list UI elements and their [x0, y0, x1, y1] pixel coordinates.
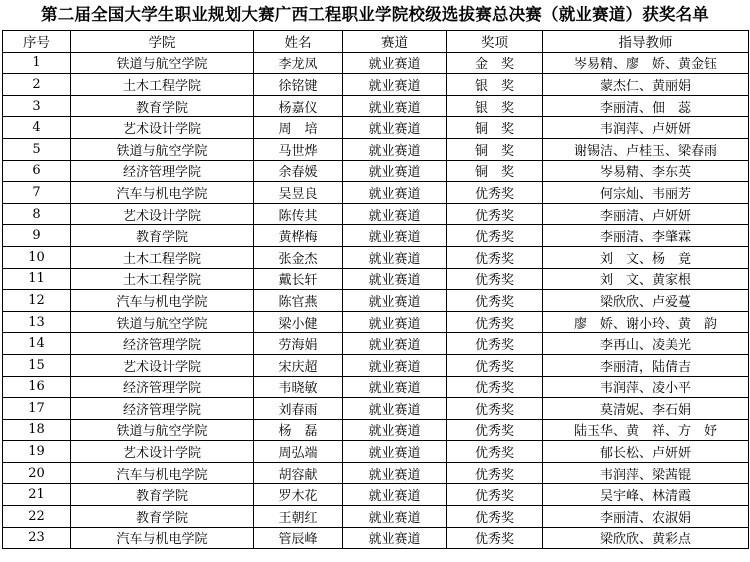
cell-advisor: 吴宇峰、林清霞	[543, 484, 749, 506]
cell-index: 18	[3, 419, 71, 441]
cell-name: 梁小健	[254, 311, 343, 333]
cell-track: 就业赛道	[343, 203, 447, 225]
table-row	[3, 203, 749, 225]
cell-college: 艺术设计学院	[71, 441, 254, 463]
cell-award: 优秀奖	[447, 182, 543, 204]
cell-index: 17	[3, 398, 71, 420]
cell-award: 银 奖	[447, 95, 543, 117]
cell-award: 优秀奖	[447, 225, 543, 247]
cell-advisor: 韦润萍、卢妍妍	[543, 117, 749, 139]
cell-award: 优秀奖	[447, 203, 543, 225]
cell-award: 金 奖	[447, 52, 543, 74]
cell-advisor: 刘 文、黄家根	[543, 268, 749, 290]
table-row	[3, 117, 749, 139]
cell-index: 1	[3, 52, 71, 74]
table-row	[3, 74, 749, 96]
cell-index: 5	[3, 138, 71, 160]
cell-award: 优秀奖	[447, 527, 543, 549]
cell-college: 土木工程学院	[71, 268, 254, 290]
cell-college: 经济管理学院	[71, 160, 254, 182]
cell-advisor: 岑易精、廖 娇、黄金钰	[543, 52, 749, 74]
cell-advisor: 廖 娇、谢小玲、黄 韵	[543, 311, 749, 333]
cell-college: 艺术设计学院	[71, 354, 254, 376]
cell-index: 6	[3, 160, 71, 182]
cell-name: 李龙凤	[254, 52, 343, 74]
cell-college: 汽车与机电学院	[71, 182, 254, 204]
header-award: 奖项	[447, 31, 543, 53]
cell-name: 杨 磊	[254, 419, 343, 441]
table-row	[3, 354, 749, 376]
cell-index: 10	[3, 246, 71, 268]
cell-advisor: 莫清妮、李石娟	[543, 398, 749, 420]
cell-award: 优秀奖	[447, 311, 543, 333]
cell-index: 13	[3, 311, 71, 333]
cell-name: 劳海娟	[254, 333, 343, 355]
cell-advisor: 李丽清、李肇霖	[543, 225, 749, 247]
table-row	[3, 527, 749, 549]
cell-track: 就业赛道	[343, 268, 447, 290]
cell-advisor: 李再山、凌美光	[543, 333, 749, 355]
cell-college: 艺术设计学院	[71, 117, 254, 139]
cell-advisor: 岑易精、李东英	[543, 160, 749, 182]
cell-award: 优秀奖	[447, 506, 543, 528]
cell-advisor: 何宗灿、韦丽芳	[543, 182, 749, 204]
table-row	[3, 311, 749, 333]
cell-track: 就业赛道	[343, 95, 447, 117]
cell-name: 刘春雨	[254, 398, 343, 420]
awards-table	[2, 30, 749, 549]
cell-track: 就业赛道	[343, 290, 447, 312]
cell-track: 就业赛道	[343, 225, 447, 247]
cell-name: 管辰峰	[254, 527, 343, 549]
cell-name: 陈官燕	[254, 290, 343, 312]
cell-track: 就业赛道	[343, 376, 447, 398]
table-row	[3, 95, 749, 117]
cell-track: 就业赛道	[343, 160, 447, 182]
cell-name: 徐铭键	[254, 74, 343, 96]
header-advisor: 指导教师	[543, 31, 749, 53]
cell-advisor: 梁欣欣、黄彩点	[543, 527, 749, 549]
table-row	[3, 419, 749, 441]
table-row	[3, 160, 749, 182]
document-title: 第二届全国大学生职业规划大赛广西工程职业学院校级选拔赛总决赛（就业赛道）获奖名单	[41, 5, 709, 24]
cell-index: 14	[3, 333, 71, 355]
cell-college: 教育学院	[71, 506, 254, 528]
table-body	[3, 52, 749, 549]
cell-college: 教育学院	[71, 95, 254, 117]
cell-index: 7	[3, 182, 71, 204]
cell-advisor: 蒙杰仁、黄丽娟	[543, 74, 749, 96]
cell-name: 陈传其	[254, 203, 343, 225]
cell-college: 经济管理学院	[71, 376, 254, 398]
cell-track: 就业赛道	[343, 311, 447, 333]
cell-name: 杨嘉仪	[254, 95, 343, 117]
cell-award: 优秀奖	[447, 419, 543, 441]
cell-advisor: 李丽清，陆倩吉	[543, 354, 749, 376]
table-row	[3, 398, 749, 420]
table-header-row	[3, 31, 749, 53]
cell-college: 教育学院	[71, 484, 254, 506]
cell-award: 优秀奖	[447, 376, 543, 398]
cell-track: 就业赛道	[343, 527, 447, 549]
cell-award: 铜 奖	[447, 117, 543, 139]
cell-college: 经济管理学院	[71, 333, 254, 355]
cell-advisor: 郁长松、卢妍妍	[543, 441, 749, 463]
cell-name: 黄桦梅	[254, 225, 343, 247]
cell-college: 艺术设计学院	[71, 203, 254, 225]
cell-name: 余春媛	[254, 160, 343, 182]
table-row	[3, 268, 749, 290]
cell-award: 铜 奖	[447, 160, 543, 182]
cell-name: 吴昱良	[254, 182, 343, 204]
cell-advisor: 李丽清、佃 蕊	[543, 95, 749, 117]
cell-track: 就业赛道	[343, 74, 447, 96]
cell-index: 23	[3, 527, 71, 549]
cell-name: 罗木花	[254, 484, 343, 506]
cell-name: 戴长轩	[254, 268, 343, 290]
cell-advisor: 韦润萍、梁茜锟	[543, 462, 749, 484]
cell-college: 铁道与航空学院	[71, 311, 254, 333]
cell-award: 优秀奖	[447, 333, 543, 355]
table-row	[3, 52, 749, 74]
cell-name: 周 培	[254, 117, 343, 139]
cell-award: 优秀奖	[447, 398, 543, 420]
header-college: 学院	[71, 31, 254, 53]
cell-name: 韦晓敏	[254, 376, 343, 398]
cell-index: 9	[3, 225, 71, 247]
cell-college: 汽车与机电学院	[71, 527, 254, 549]
cell-index: 21	[3, 484, 71, 506]
cell-index: 2	[3, 74, 71, 96]
cell-award: 优秀奖	[447, 354, 543, 376]
cell-advisor: 陆玉华、黄 祥、方 妤	[543, 419, 749, 441]
cell-index: 4	[3, 117, 71, 139]
cell-college: 汽车与机电学院	[71, 290, 254, 312]
cell-advisor: 梁欣欣、卢爱蔓	[543, 290, 749, 312]
cell-college: 土木工程学院	[71, 246, 254, 268]
cell-award: 优秀奖	[447, 462, 543, 484]
header-name: 姓名	[254, 31, 343, 53]
cell-track: 就业赛道	[343, 182, 447, 204]
table-row	[3, 290, 749, 312]
cell-track: 就业赛道	[343, 398, 447, 420]
cell-index: 22	[3, 506, 71, 528]
table-row	[3, 484, 749, 506]
table-row	[3, 182, 749, 204]
cell-name: 张金杰	[254, 246, 343, 268]
cell-track: 就业赛道	[343, 117, 447, 139]
cell-index: 11	[3, 268, 71, 290]
cell-track: 就业赛道	[343, 138, 447, 160]
table-row	[3, 376, 749, 398]
cell-award: 优秀奖	[447, 290, 543, 312]
table-row	[3, 246, 749, 268]
cell-college: 汽车与机电学院	[71, 462, 254, 484]
cell-college: 经济管理学院	[71, 398, 254, 420]
table-row	[3, 506, 749, 528]
cell-index: 19	[3, 441, 71, 463]
header-track: 赛道	[343, 31, 447, 53]
cell-index: 3	[3, 95, 71, 117]
cell-index: 8	[3, 203, 71, 225]
cell-college: 铁道与航空学院	[71, 138, 254, 160]
cell-name: 宋庆超	[254, 354, 343, 376]
cell-index: 12	[3, 290, 71, 312]
table-row	[3, 225, 749, 247]
cell-advisor: 韦润萍、凌小平	[543, 376, 749, 398]
cell-index: 20	[3, 462, 71, 484]
table-row	[3, 333, 749, 355]
cell-college: 铁道与航空学院	[71, 52, 254, 74]
cell-track: 就业赛道	[343, 506, 447, 528]
cell-track: 就业赛道	[343, 419, 447, 441]
cell-track: 就业赛道	[343, 333, 447, 355]
table-row	[3, 462, 749, 484]
cell-advisor: 刘 文、杨 竟	[543, 246, 749, 268]
cell-award: 优秀奖	[447, 441, 543, 463]
cell-name: 马世烨	[254, 138, 343, 160]
cell-award: 铜 奖	[447, 138, 543, 160]
cell-track: 就业赛道	[343, 246, 447, 268]
cell-track: 就业赛道	[343, 462, 447, 484]
cell-track: 就业赛道	[343, 441, 447, 463]
table-row	[3, 138, 749, 160]
cell-index: 16	[3, 376, 71, 398]
cell-college: 土木工程学院	[71, 74, 254, 96]
cell-advisor: 李丽清、卢妍妍	[543, 203, 749, 225]
cell-track: 就业赛道	[343, 52, 447, 74]
cell-name: 周弘端	[254, 441, 343, 463]
cell-award: 优秀奖	[447, 484, 543, 506]
cell-college: 教育学院	[71, 225, 254, 247]
cell-award: 优秀奖	[447, 268, 543, 290]
cell-name: 胡容献	[254, 462, 343, 484]
cell-index: 15	[3, 354, 71, 376]
cell-award: 银 奖	[447, 74, 543, 96]
cell-advisor: 谢锡洁、卢桂玉、梁春雨	[543, 138, 749, 160]
cell-award: 优秀奖	[447, 246, 543, 268]
header-index: 序号	[3, 31, 71, 53]
cell-track: 就业赛道	[343, 484, 447, 506]
table-row	[3, 441, 749, 463]
cell-college: 铁道与航空学院	[71, 419, 254, 441]
cell-name: 王朝红	[254, 506, 343, 528]
cell-track: 就业赛道	[343, 354, 447, 376]
cell-advisor: 李丽清、农淑娟	[543, 506, 749, 528]
